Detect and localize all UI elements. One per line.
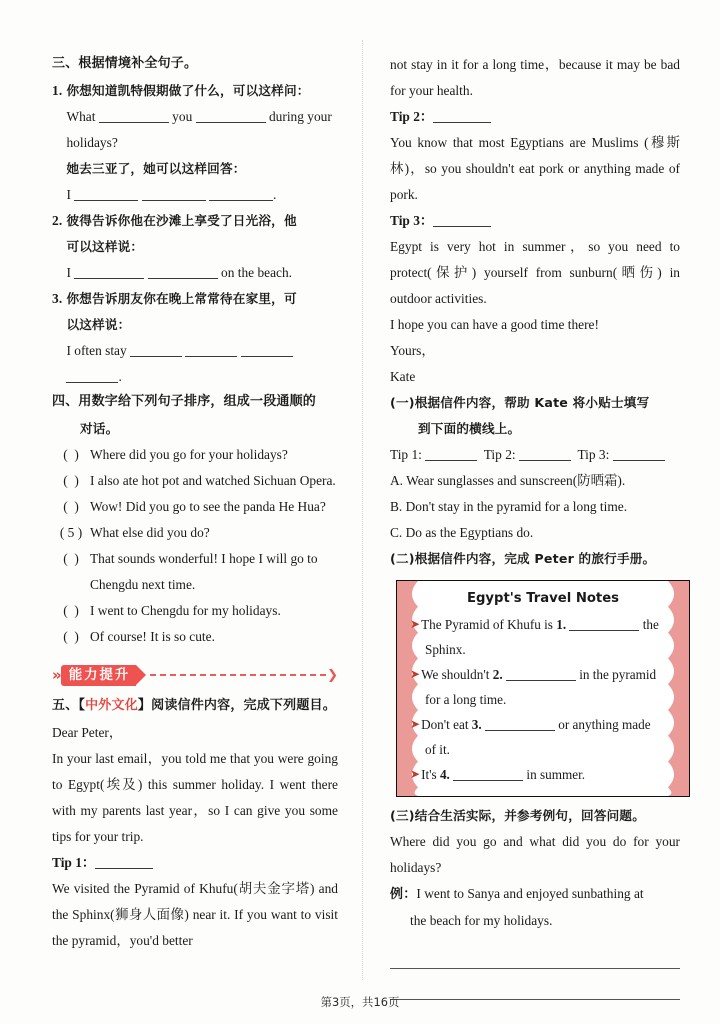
ordering-list <box>52 442 338 650</box>
ordering-row <box>52 468 338 494</box>
ordering-row <box>52 442 338 468</box>
note-text: in summer. <box>526 767 586 782</box>
fill-blank[interactable] <box>433 213 491 227</box>
ordering-sentence: Where did you go for your holidays? <box>90 447 288 462</box>
banner-dashed-line <box>150 674 326 676</box>
ordering-row <box>52 598 338 624</box>
tip-3-text: Egypt is very hot in summer，so you need to protect(保护) yourself from sunburn(晒伤) in outdoor activities. <box>390 239 680 306</box>
section-3-heading: 三、根据情境补全句子。 <box>52 56 198 71</box>
travel-note-item <box>410 612 667 637</box>
example-line <box>390 881 680 908</box>
answer-text: . <box>273 187 277 202</box>
item-number: 3. <box>52 291 63 306</box>
sub-question-3-heading: (三)结合生活实际，并参考例句，回答问题。 <box>390 808 645 823</box>
fill-blank[interactable] <box>74 265 144 279</box>
note-text: It's <box>421 767 437 782</box>
answer-text: during your <box>268 109 332 124</box>
ordering-sentence: I also ate hot pot and watched Sichuan Opera. <box>90 473 336 488</box>
note-text: in the pyramid <box>579 667 657 682</box>
order-blank[interactable]: ( ) <box>63 447 79 462</box>
fill-blank[interactable] <box>74 187 138 201</box>
tip-label: Tip 2： <box>390 109 434 124</box>
travel-note-item-cont: for a long time. <box>425 692 507 707</box>
fill-blank[interactable] <box>453 767 523 781</box>
travel-note-item-cont: Sphinx. <box>425 642 466 657</box>
fill-blank[interactable] <box>209 187 273 201</box>
travel-notes-title: Egypt's Travel Notes <box>466 591 620 606</box>
section-4-heading-cont: 对话。 <box>80 421 119 436</box>
ordering-sentence: Wow! Did you go to see the panda He Hua? <box>90 499 326 514</box>
item-prompt-cont: 以这样说： <box>66 317 131 332</box>
item-prompt-2: 她去三亚了，她可以这样回答： <box>66 161 246 176</box>
item-answer-line <box>66 260 338 286</box>
right-column <box>360 0 720 1024</box>
letter-paragraph-1: In your last email，you told me that you were going to Egypt(埃及) this summer holiday. I went there with my parents last year，so I can give you some tips for your trip. <box>52 751 338 844</box>
decorative-band-left <box>397 581 409 796</box>
page-footer: 第3页，共16页 <box>320 995 400 1009</box>
letter-salutation: Dear Peter， <box>52 725 123 740</box>
option-c[interactable]: C. Do as the Egyptians do. <box>390 525 534 540</box>
fill-blank[interactable] <box>425 447 477 461</box>
order-blank[interactable]: ( ) <box>63 499 79 514</box>
decorative-band-right <box>677 581 689 796</box>
culture-tag: 中外文化 <box>85 698 138 713</box>
sub-question-3-question: Where did you go and what did you do for your holidays? <box>390 834 680 875</box>
letter-closing-line: I hope you can have a good time there! <box>390 317 599 332</box>
fill-blank[interactable] <box>196 109 266 123</box>
order-blank[interactable]: ( ) <box>63 473 79 488</box>
tip-3-line <box>390 208 680 234</box>
tip-label: Tip 3： <box>390 213 434 228</box>
section-5-heading <box>52 694 338 718</box>
order-blank[interactable]: ( ) <box>63 603 79 618</box>
answer-text: you <box>172 109 193 124</box>
note-text: We shouldn't <box>421 667 490 682</box>
travel-notes-box <box>396 580 690 797</box>
arrow-bullet-icon: ➤ <box>410 617 421 631</box>
tip-label: Tip 1： <box>52 855 96 870</box>
tip-answer-blanks-row <box>390 442 680 468</box>
fill-blank[interactable] <box>241 343 293 357</box>
answer-text: I often stay <box>66 343 127 358</box>
fill-blank[interactable] <box>99 109 169 123</box>
arrow-bullet-icon: ➤ <box>410 667 421 681</box>
section-3-item-1 <box>52 78 338 208</box>
ordering-row <box>52 546 338 598</box>
note-blank-number: 2. <box>492 667 503 682</box>
sub-question-2-heading: (二)根据信件内容，完成 Peter 的旅行手册。 <box>390 551 656 566</box>
item-answer-line <box>66 104 338 130</box>
item-answer-line-2 <box>66 182 338 208</box>
ordering-sentence: Of course! It is so cute. <box>90 629 215 644</box>
note-blank-number: 3. <box>471 717 482 732</box>
tip-1-text: We visited the Pyramid of Khufu(胡夫金字塔) and the Sphinx(狮身人面像) near it. If you want to visit the pyramid，you'd better <box>52 881 338 948</box>
option-a[interactable]: A. Wear sunglasses and sunscreen(防晒霜). <box>390 473 626 488</box>
travel-note-item <box>410 762 667 787</box>
item-number: 2. <box>52 213 63 228</box>
example-line-cont: the beach for my holidays. <box>410 913 553 928</box>
tip-2-answer-label: Tip 2: <box>483 447 516 462</box>
chevron-right-icon: ❯ <box>327 667 338 683</box>
example-text: I went to Sanya and enjoyed sunbathing at <box>416 886 644 901</box>
answer-text: I <box>66 265 71 280</box>
answer-write-line[interactable] <box>390 938 680 969</box>
ordering-row <box>52 494 338 520</box>
fill-blank[interactable] <box>130 343 182 357</box>
item-prompt-cont: 可以这样说： <box>66 239 144 254</box>
note-blank-number: 4. <box>439 767 450 782</box>
note-blank-number: 1. <box>556 617 567 632</box>
fill-blank[interactable] <box>569 617 639 631</box>
letter-paragraph-1-continued: not stay in it for a long time，because it may be bad for your health. <box>390 57 680 98</box>
fill-blank[interactable] <box>66 369 118 383</box>
travel-note-item-cont: of it. <box>425 742 450 757</box>
section-3-item-3 <box>52 286 338 390</box>
sub-question-1-heading-cont: 到下面的横线上。 <box>418 421 521 436</box>
ordering-sentence: What else did you do? <box>90 525 210 540</box>
tip-2-line <box>390 104 680 130</box>
section-3-item-2 <box>52 208 338 286</box>
order-blank[interactable]: ( ) <box>63 551 79 566</box>
tip-3-answer-label: Tip 3: <box>577 447 610 462</box>
fill-blank[interactable] <box>519 447 571 461</box>
order-number: 5 <box>67 525 75 540</box>
ordering-sentence: I went to Chengdu for my holidays. <box>90 603 281 618</box>
arrow-bullet-icon: ➤ <box>410 717 421 731</box>
ordering-row <box>52 520 338 546</box>
fill-blank[interactable] <box>433 109 491 123</box>
item-prompt: 彼得告诉你他在沙滩上享受了日光浴，他 <box>66 213 297 228</box>
fill-blank[interactable] <box>613 447 665 461</box>
note-text: the <box>642 617 659 632</box>
item-prompt: 你想告诉朋友你在晚上常常待在家里，可 <box>66 291 297 306</box>
fill-blank[interactable] <box>485 717 555 731</box>
answer-text: I <box>66 187 71 202</box>
item-number: 1. <box>52 83 63 98</box>
example-label: 例： <box>390 887 417 902</box>
note-text: The Pyramid of Khufu is <box>421 617 553 632</box>
order-blank[interactable]: ( ) <box>63 629 79 644</box>
fill-blank[interactable] <box>185 343 237 357</box>
letter-yours: Yours， <box>390 343 435 358</box>
heading-part: 】阅读信件内容，完成下列题目。 <box>137 698 336 713</box>
ordering-row <box>52 624 338 650</box>
travel-note-item <box>410 712 667 737</box>
note-text: Don't eat <box>421 717 469 732</box>
fill-blank[interactable] <box>506 667 576 681</box>
option-b[interactable]: B. Don't stay in the pyramid for a long time. <box>390 499 628 514</box>
banner-label: 能力提升 <box>61 665 137 686</box>
ordering-sentence: That sounds wonderful! I hope I will go to Chengdu next time. <box>90 551 318 592</box>
note-text: or anything made <box>558 717 651 732</box>
travel-note-item <box>410 662 667 687</box>
order-blank[interactable]: ( 5 ) <box>59 525 83 540</box>
tip-1-line <box>52 850 338 876</box>
tip-2-text: You know that most Egyptians are Muslims (穆斯林)，so you shouldn't eat pork or anything made of pork. <box>390 135 680 202</box>
sub-question-1-heading: (一)根据信件内容，帮助 Kate 将小贴士填写 <box>390 395 650 410</box>
answer-text: What <box>66 109 96 124</box>
heading-part: 五、【 <box>52 698 86 713</box>
ability-improvement-banner <box>52 662 338 688</box>
fill-blank[interactable] <box>148 265 218 279</box>
double-chevron-right-icon: » <box>52 665 60 684</box>
tip-1-answer-label: Tip 1: <box>390 447 422 462</box>
item-answer-line-cont: holidays? <box>66 135 118 150</box>
arrow-bullet-icon: ➤ <box>410 767 421 781</box>
fill-blank[interactable] <box>95 855 153 869</box>
answer-text: on the beach. <box>221 265 293 280</box>
item-prompt: 你想知道凯特假期做了什么，可以这样问： <box>66 83 310 98</box>
section-4-heading: 四、用数字给下列句子排序，组成一段通顺的 <box>52 394 317 409</box>
item-answer-line <box>66 338 338 390</box>
fill-blank[interactable] <box>142 187 206 201</box>
letter-signature: Kate <box>390 369 416 384</box>
answer-text: . <box>118 369 122 384</box>
